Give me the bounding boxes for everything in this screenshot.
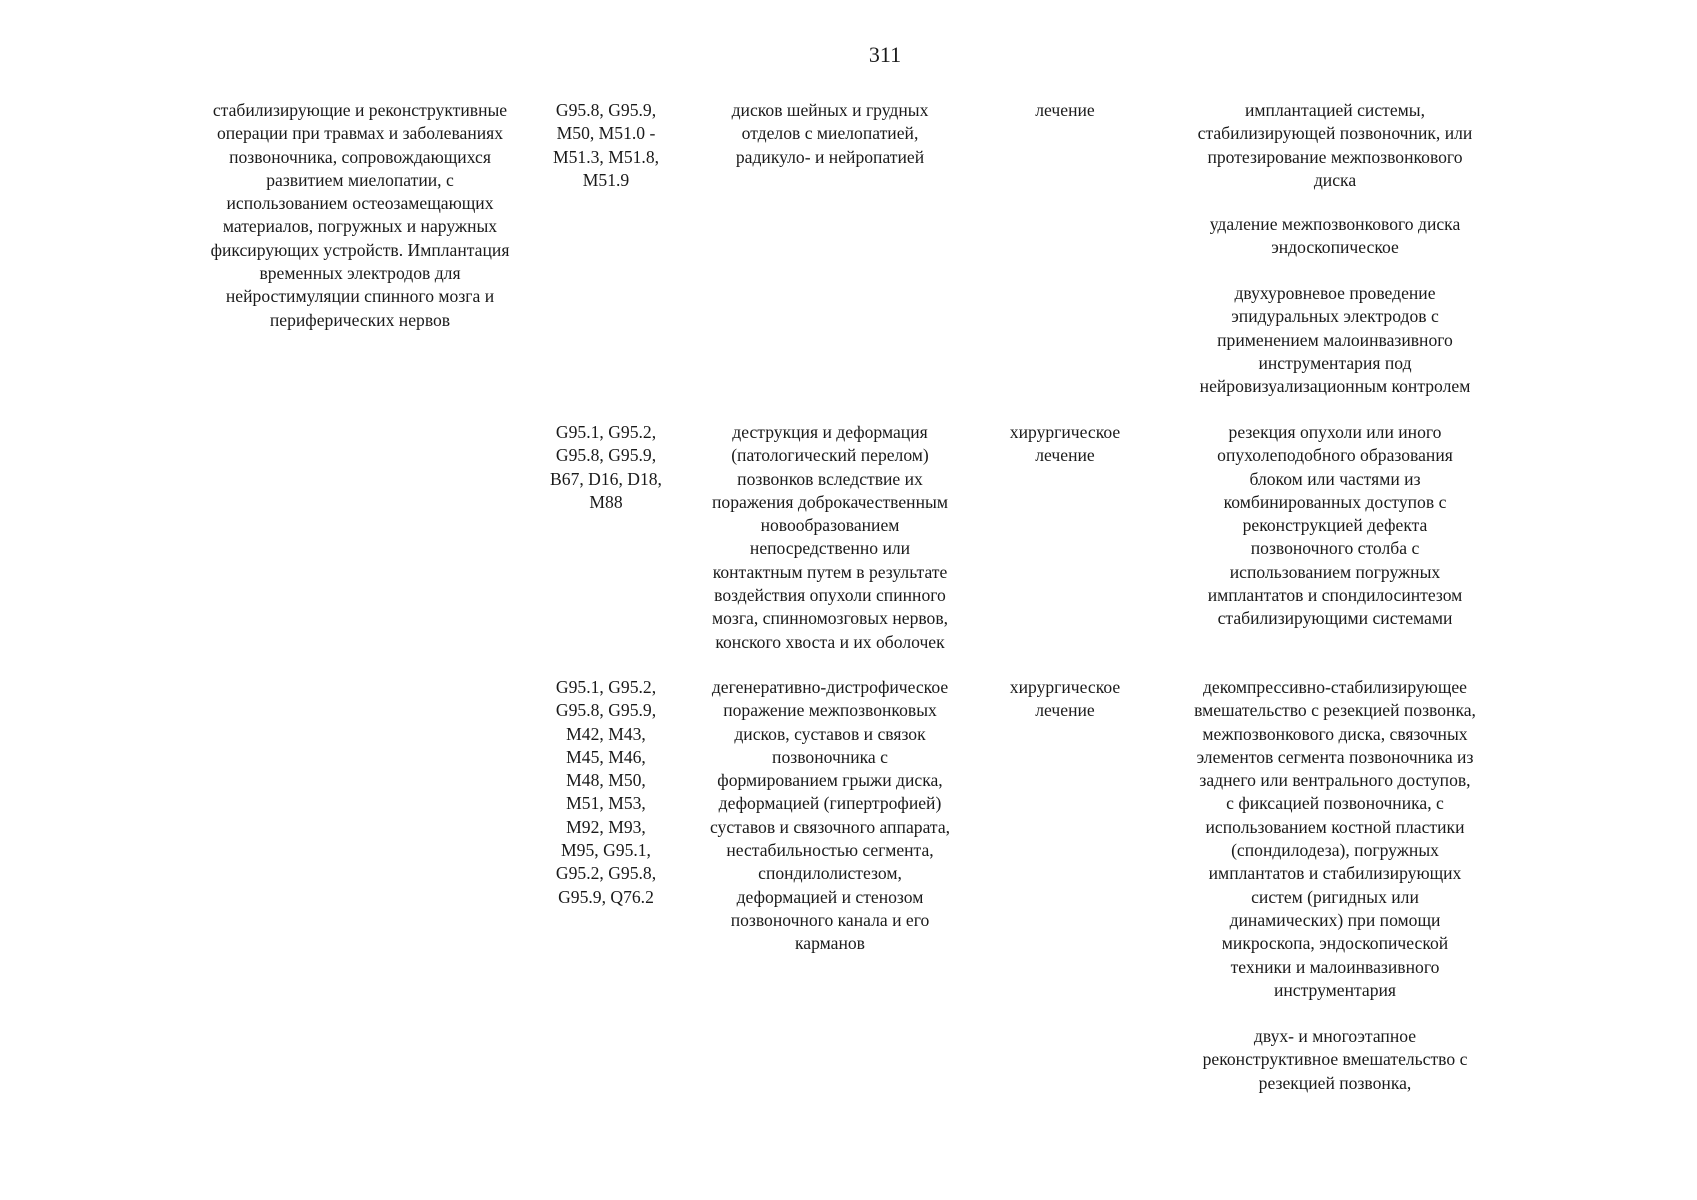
tumor-treatment-type	[985, 421, 1145, 468]
tumor-icd-codes	[530, 421, 682, 514]
text-line: позвоночника с	[772, 746, 888, 767]
text-line: вмешательство с резекцией позвонка,	[1194, 700, 1476, 721]
tumor-method	[1150, 421, 1520, 631]
text-line: стабилизирующими системами	[1217, 608, 1453, 629]
text-line: хирургическое	[1009, 422, 1121, 442]
text-line: стабилизирующие и реконструктивные	[212, 100, 508, 120]
text-line: B67, D16, D18,	[550, 468, 662, 489]
intro-treatment-type	[985, 99, 1145, 122]
text-line: лечение	[1035, 445, 1095, 466]
text-line: эпидуральных электродов с	[1231, 306, 1439, 327]
intro-method-1	[1150, 99, 1520, 192]
text-line: применением малоинвазивного	[1217, 329, 1453, 350]
text-line: контактным путем в результате	[712, 561, 948, 582]
text-line: G95.1, G95.2,	[555, 677, 657, 697]
text-line: позвонков вследствие их	[737, 468, 923, 489]
text-line: M51, M53,	[566, 793, 646, 814]
text-line: воздействия опухоли спинного	[714, 585, 946, 606]
text-line: M51.3, M51.8,	[552, 146, 660, 167]
text-line: M92, M93,	[566, 816, 646, 837]
text-line: G95.9, Q76.2	[558, 886, 654, 907]
text-line: M51.9	[582, 169, 630, 190]
text-line: поражения доброкачественным	[712, 491, 948, 512]
intro-icd-codes	[530, 99, 682, 192]
text-line: имплантацией системы,	[1244, 100, 1426, 120]
text-line: M42, M43,	[566, 723, 646, 744]
intro-method-3	[1150, 282, 1520, 398]
text-line: диска	[1313, 169, 1357, 190]
text-line: дисков шейных и грудных	[731, 100, 929, 120]
text-line: хирургическое	[1009, 677, 1121, 697]
text-line: G95.8, G95.9,	[555, 445, 657, 466]
text-line: радикуло- и нейропатией	[735, 146, 925, 167]
degenerative-treatment-type	[985, 676, 1145, 723]
text-line: отделов с миелопатией,	[741, 123, 919, 144]
text-line: нейровизуализационным контролем	[1199, 376, 1471, 397]
text-line: резекцией позвонка,	[1258, 1072, 1412, 1093]
degenerative-condition	[680, 676, 980, 956]
text-line: G95.8, G95.9,	[555, 700, 657, 721]
text-line: резекция опухоли или иного	[1228, 422, 1442, 442]
text-line: двухуровневое проведение	[1234, 283, 1436, 303]
text-line: дисков, суставов и связок	[734, 723, 926, 744]
text-line: новообразованием	[760, 515, 900, 536]
text-line: фиксирующих устройств. Имплантация	[210, 239, 510, 260]
text-line: M95, G95.1,	[561, 840, 651, 861]
text-line: непосредственно или	[749, 538, 911, 559]
text-line: двух- и многоэтапное	[1253, 1026, 1417, 1046]
text-line: блоком или частями из	[1249, 468, 1421, 489]
text-line: межпозвонкового диска, связочных	[1202, 723, 1468, 744]
text-line: использованием остеозамещающих	[226, 193, 494, 214]
text-line: микроскопа, эндоскопической	[1221, 933, 1449, 954]
degenerative-method-1	[1150, 676, 1520, 1002]
text-line: развитием миелопатии, с	[266, 169, 454, 190]
text-line: удаление межпозвонкового диска	[1209, 214, 1461, 234]
text-line: нестабильностью сегмента,	[726, 840, 934, 861]
text-line: формированием грыжи диска,	[717, 770, 943, 791]
text-line: периферических нервов	[269, 309, 451, 330]
text-line: карманов	[795, 933, 865, 954]
text-line: позвоночника, сопровождающихся	[229, 146, 491, 167]
text-line: эндоскопическое	[1271, 237, 1399, 258]
text-line: нейростимуляции спинного мозга и	[225, 286, 495, 307]
text-line: использованием костной пластики	[1205, 816, 1465, 837]
text-line: опухолеподобного образования	[1217, 445, 1453, 466]
degenerative-method-2	[1150, 1025, 1520, 1095]
text-line: M50, M51.0 -	[556, 123, 656, 144]
text-line: элементов сегмента позвоночника из	[1196, 746, 1474, 767]
degenerative-icd-codes	[530, 676, 682, 909]
text-line: протезирование межпозвонкового	[1207, 146, 1463, 167]
text-line: M88	[589, 491, 623, 512]
text-line: операции при травмах и заболеваниях	[216, 123, 504, 144]
text-line: лечение	[1035, 700, 1095, 721]
intro-condition	[680, 99, 980, 169]
tumor-condition	[680, 421, 980, 654]
text-line: поражение межпозвонковых	[723, 700, 937, 721]
text-line: динамических) при помощи	[1229, 909, 1441, 930]
text-line: (спондилодеза), погружных	[1231, 840, 1439, 861]
text-line: стабилизирующей позвоночник, или	[1197, 123, 1473, 144]
text-line: имплантатов и стабилизирующих	[1208, 863, 1462, 884]
text-line: деструкция и деформация	[732, 422, 928, 442]
text-line: спондилолистезом,	[758, 863, 902, 884]
page-number: 311	[868, 42, 902, 67]
text-line: декомпрессивно-стабилизирующее	[1202, 677, 1467, 697]
text-line: реконструктивное вмешательство с	[1202, 1049, 1468, 1070]
text-line: инструментария	[1273, 979, 1397, 1000]
text-line: техники и малоинвазивного	[1230, 956, 1440, 977]
text-line: реконструкцией дефекта	[1242, 515, 1428, 536]
text-line: G95.2, G95.8,	[555, 863, 657, 884]
text-line: (патологический перелом)	[731, 445, 929, 466]
text-line: имплантатов и спондилосинтезом	[1207, 585, 1463, 606]
text-line: деформацией и стенозом	[736, 886, 924, 907]
text-line: конского хвоста и их оболочек	[715, 631, 945, 652]
text-line: деформацией (гипертрофией)	[718, 793, 942, 814]
text-line: позвоночного столба с	[1250, 538, 1420, 559]
text-line: M45, M46,	[566, 746, 646, 767]
text-line: мозга, спинномозговых нервов,	[711, 608, 949, 629]
text-line: инструментария под	[1258, 352, 1412, 373]
text-line: с фиксацией позвоночника, с	[1226, 793, 1444, 814]
text-line: временных электродов для	[259, 263, 461, 284]
text-line: систем (ригидных или	[1251, 886, 1419, 907]
intervention-group-name	[170, 99, 550, 332]
text-line: M48, M50,	[566, 770, 646, 791]
text-line: использованием погружных	[1229, 561, 1441, 582]
text-line: лечение	[1035, 100, 1095, 120]
text-line: G95.1, G95.2,	[555, 422, 657, 442]
text-line: дегенеративно-дистрофическое	[711, 677, 949, 697]
intro-method-2	[1150, 213, 1520, 260]
text-line: заднего или вентрального доступов,	[1199, 770, 1471, 791]
text-line: G95.8, G95.9,	[555, 100, 657, 120]
text-line: материалов, погружных и наружных	[222, 216, 498, 237]
text-line: суставов и связочного аппарата,	[709, 816, 951, 837]
text-line: позвоночного канала и его	[730, 909, 930, 930]
text-line: комбинированных доступов с	[1223, 491, 1447, 512]
